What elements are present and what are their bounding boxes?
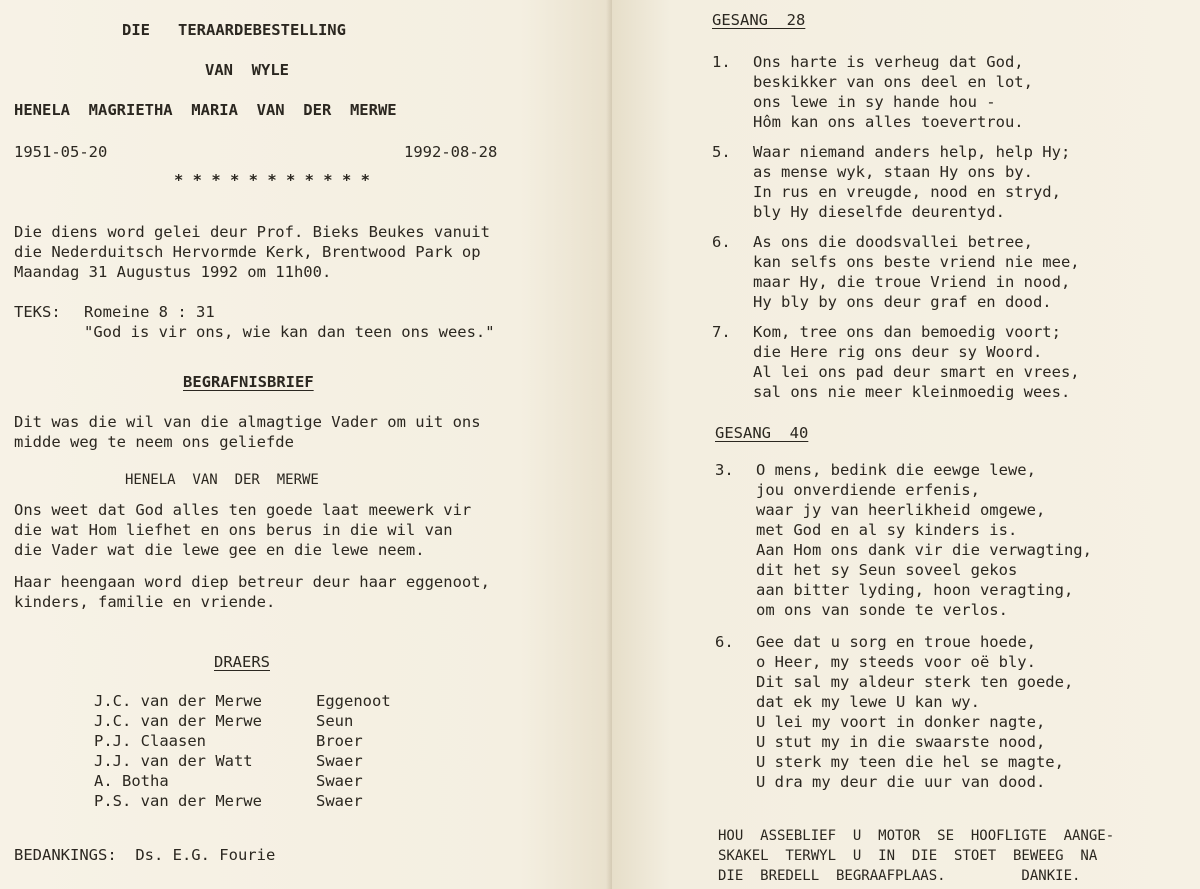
verse-number: 6. bbox=[712, 233, 731, 251]
verse-line: As ons die doodsvallei betree, bbox=[753, 233, 1033, 251]
verse-line: Waar niemand anders help, help Hy; bbox=[753, 143, 1071, 161]
verse-line: U sterk my teen die hel se magte, bbox=[756, 753, 1064, 771]
verse-number: 3. bbox=[715, 461, 734, 479]
verse-line: jou onverdiende erfenis, bbox=[756, 481, 980, 499]
verse-line: dat ek my lewe U kan wy. bbox=[756, 693, 980, 711]
bearer-name: P.J. Claasen bbox=[94, 732, 206, 750]
bearer-relation: Swaer bbox=[316, 792, 363, 810]
letter-body-line: die Vader wat die lewe gee en die lewe neem. bbox=[14, 541, 425, 559]
service-line: die Nederduitsch Hervormde Kerk, Brentwood Park op bbox=[14, 243, 481, 261]
star-divider: * * * * * * * * * * * bbox=[174, 171, 370, 189]
verse-line: bly Hy dieselfde deurentyd. bbox=[753, 203, 1005, 221]
verse-line: aan bitter lyding, hoon veragting, bbox=[756, 581, 1074, 599]
verse-line: die Here rig ons deur sy Woord. bbox=[753, 343, 1043, 361]
bearer-relation: Swaer bbox=[316, 772, 363, 790]
verse-line: O mens, bedink die eewge lewe, bbox=[756, 461, 1036, 479]
bearer-name: J.C. van der Merwe bbox=[94, 712, 262, 730]
verse-line: Dit sal my aldeur sterk ten goede, bbox=[756, 673, 1074, 691]
text-quote: "God is vir ons, wie kan dan teen ons wees." bbox=[84, 323, 495, 341]
bearer-relation: Seun bbox=[316, 712, 354, 730]
verse-line: Hy bly by ons deur graf en dood. bbox=[753, 293, 1052, 311]
deceased-name: HENELA MAGRIETHA MARIA VAN DER MERWE bbox=[14, 101, 397, 119]
bearer-relation: Broer bbox=[316, 732, 363, 750]
verse-line: sal ons nie meer kleinmoedig wees. bbox=[753, 383, 1071, 401]
right-page bbox=[612, 0, 1200, 889]
letter-intro-line: midde weg te neem ons geliefde bbox=[14, 433, 294, 451]
verse-line: Ons harte is verheug dat God, bbox=[753, 53, 1024, 71]
closing-line: SKAKEL TERWYL U IN DIE STOET BEWEEG NA bbox=[718, 848, 1098, 864]
letter-body-line: Ons weet dat God alles ten goede laat meewerk vir bbox=[14, 501, 472, 519]
letter-close-line: Haar heengaan word diep betreur deur haar eggenoot, bbox=[14, 573, 490, 591]
closing-line: DIE BREDELL BEGRAAFPLAAS. DANKIE. bbox=[718, 868, 1081, 884]
letter-body-line: die wat Hom liefhet en ons berus in die wil van bbox=[14, 521, 453, 539]
closing-line: HOU ASSEBLIEF U MOTOR SE HOOFLIGTE AANGE- bbox=[718, 828, 1115, 844]
thanks-line: BEDANKINGS: Ds. E.G. Fourie bbox=[14, 846, 276, 864]
letter-heading: BEGRAFNISBRIEF bbox=[183, 373, 314, 391]
bearers-heading: DRAERS bbox=[214, 653, 270, 671]
verse-number: 6. bbox=[715, 633, 734, 651]
verse-number: 7. bbox=[712, 323, 731, 341]
verse-line: In rus en vreugde, nood en stryd, bbox=[753, 183, 1061, 201]
verse-line: maar Hy, die troue Vriend in nood, bbox=[753, 273, 1071, 291]
bearer-name: J.C. van der Merwe bbox=[94, 692, 262, 710]
title-line-2: VAN WYLE bbox=[205, 61, 289, 79]
verse-line: om ons van sonde te verlos. bbox=[756, 601, 1008, 619]
hymn-40-title: GESANG 40 bbox=[715, 424, 809, 442]
service-line: Maandag 31 Augustus 1992 om 11h00. bbox=[14, 263, 332, 281]
text-reference: Romeine 8 : 31 bbox=[84, 303, 215, 321]
verse-line: ons lewe in sy hande hou - bbox=[753, 93, 996, 111]
title-line-1: DIE TERAARDEBESTELLING bbox=[122, 21, 346, 39]
bearer-relation: Swaer bbox=[316, 752, 363, 770]
bearer-name: A. Botha bbox=[94, 772, 169, 790]
hymn-28-title: GESANG 28 bbox=[712, 11, 806, 29]
verse-line: Gee dat u sorg en troue hoede, bbox=[756, 633, 1036, 651]
verse-line: o Heer, my steeds voor oë bly. bbox=[756, 653, 1036, 671]
verse-line: Al lei ons pad deur smart en vrees, bbox=[753, 363, 1080, 381]
death-date: 1992-08-28 bbox=[404, 143, 498, 161]
text-label: TEKS: bbox=[14, 303, 61, 321]
bearer-name: P.S. van der Merwe bbox=[94, 792, 262, 810]
verse-line: U stut my in die swaarste nood, bbox=[756, 733, 1046, 751]
verse-line: waar jy van heerlikheid omgewe, bbox=[756, 501, 1046, 519]
verse-line: dit het sy Seun soveel gekos bbox=[756, 561, 1018, 579]
verse-line: as mense wyk, staan Hy ons by. bbox=[753, 163, 1033, 181]
verse-line: met God en al sy kinders is. bbox=[756, 521, 1018, 539]
verse-line: Hôm kan ons alles toevertrou. bbox=[753, 113, 1024, 131]
bearer-relation: Eggenoot bbox=[316, 692, 391, 710]
service-line: Die diens word gelei deur Prof. Bieks Beukes vanuit bbox=[14, 223, 490, 241]
verse-line: Aan Hom ons dank vir die verwagting, bbox=[756, 541, 1092, 559]
letter-close-line: kinders, familie en vriende. bbox=[14, 593, 276, 611]
verse-line: Kom, tree ons dan bemoedig voort; bbox=[753, 323, 1061, 341]
bearer-name: J.J. van der Watt bbox=[94, 752, 253, 770]
verse-number: 5. bbox=[712, 143, 731, 161]
verse-line: U dra my deur die uur van dood. bbox=[756, 773, 1046, 791]
verse-line: U lei my voort in donker nagte, bbox=[756, 713, 1046, 731]
verse-line: kan selfs ons beste vriend nie mee, bbox=[753, 253, 1080, 271]
short-name: HENELA VAN DER MERWE bbox=[125, 472, 319, 488]
verse-line: beskikker van ons deel en lot, bbox=[753, 73, 1033, 91]
verse-number: 1. bbox=[712, 53, 731, 71]
birth-date: 1951-05-20 bbox=[14, 143, 108, 161]
letter-intro-line: Dit was die wil van die almagtige Vader om uit ons bbox=[14, 413, 481, 431]
